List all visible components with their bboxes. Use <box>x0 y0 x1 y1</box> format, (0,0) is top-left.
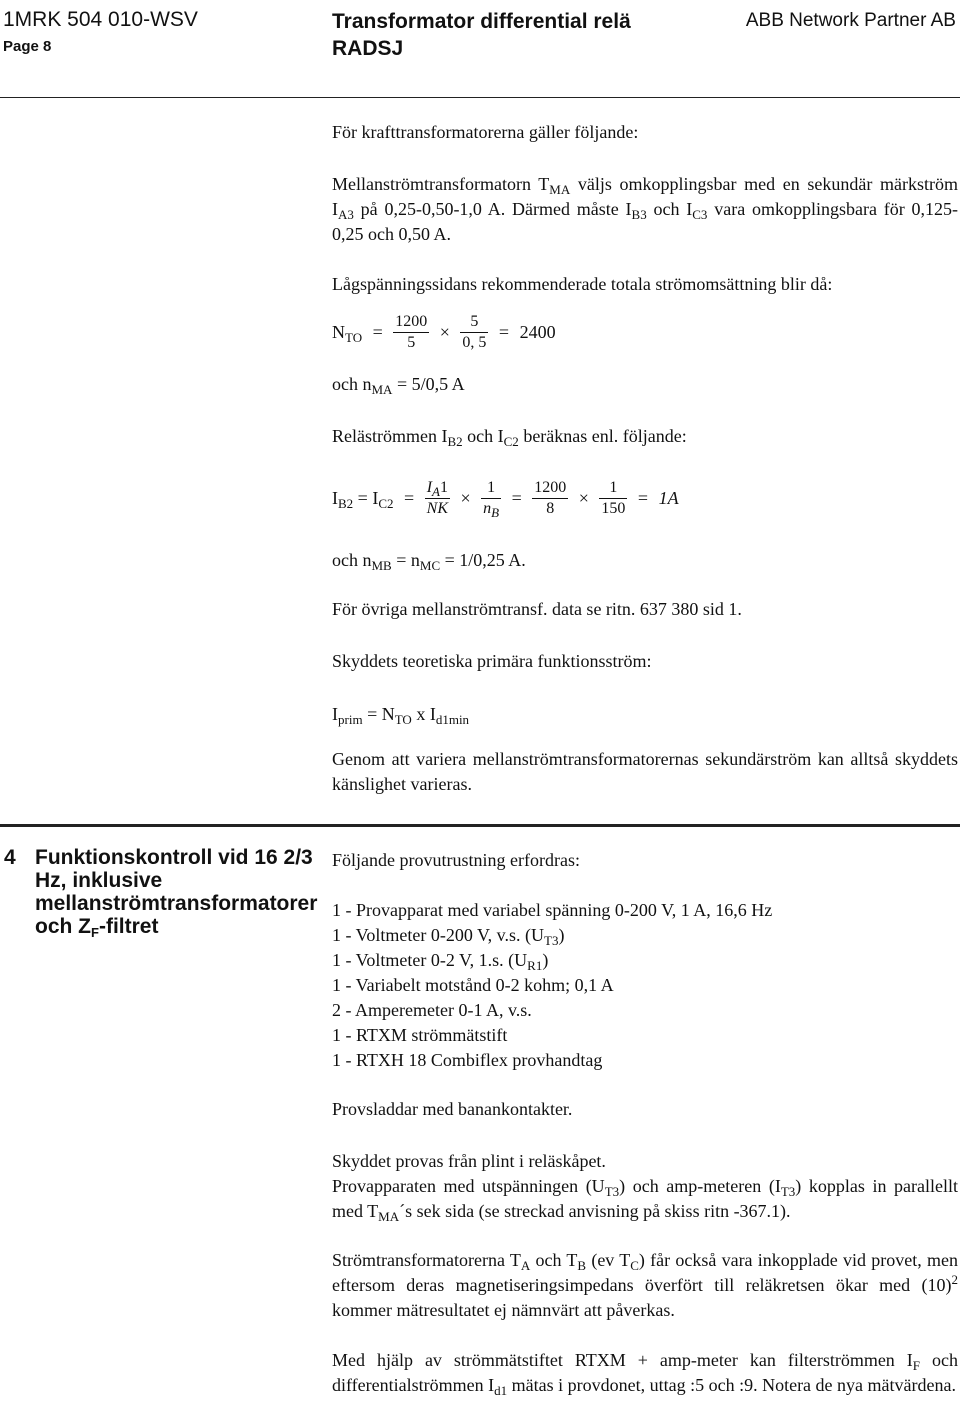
list-item: 1 - Voltmeter 0-2 V, 1.s. $(U_{R1})$ <box>332 950 549 973</box>
paragraph-genom: Genom att variera mellanströmtransformatorernas sekundärström kan alltså skyddets känslighet varieras. <box>332 749 958 794</box>
paragraph-ovriga: För övriga mellanströmtransf. data se ritn. 637 380 sid 1. <box>332 599 742 619</box>
list-item: 1 - Variabelt motstånd 0-2 kohm; 0,1 A <box>332 975 614 995</box>
list-item: 1 - Voltmeter 0-200 V, v.s. $(U_{T3})$ <box>332 925 565 948</box>
paragraph-n-ma: och $n_{MA} = 5/0,5$ A <box>332 374 465 397</box>
paragraph-lagspanning: Lågspänningssidans rekommenderade totala strömomsättning blir då: <box>332 274 833 294</box>
title-line-2: RADSJ <box>332 37 404 60</box>
document-title <box>332 8 631 62</box>
page-number: Page 8 <box>3 38 52 55</box>
list-item: 2 - Amperemeter 0-1 A, v.s. <box>332 1000 532 1020</box>
list-item: 1 - RTXM strömmätstift <box>332 1025 508 1045</box>
paragraph-intro: För krafttransformatorerna gäller följande: <box>332 122 639 142</box>
paragraph-provsladdar: Provsladdar med banankontakter. <box>332 1099 573 1119</box>
paragraph-provapparaten: Provapparaten med utspänningen $(U_{T3})$ och amp-meteren $(I_{T3})$ kopplas in parallellt med $T_{MA}´s$ sek sida (se streckad anvisning på skiss ritn -367.1). <box>332 1176 958 1224</box>
paragraph-n-mb: och $n_{MB} = n_{MC} = 1/0,25$ A. <box>332 550 526 573</box>
header-rule <box>0 97 960 98</box>
title-line-1: Transformator differential relä <box>332 10 631 33</box>
company-name: ABB Network Partner AB <box>745 10 956 31</box>
list-item: 1 - RTXH 18 Combiflex provhandtag <box>332 1050 603 1070</box>
equation-n-to: $N_{TO}$ = $\frac{1200}{5}$ × $\frac{5}{0, 5}$ = 2400 <box>332 313 556 351</box>
paragraph-relastrommen: Reläströmmen $I_{B2}$ och $I_{C2}$ beräknas enl. följande: <box>332 426 687 449</box>
paragraph-skyddet-provas: Skyddet provas från plint i reläskåpet. <box>332 1151 606 1171</box>
paragraph-mellanstrom: Mellanströmtransformatorn $T_{MA}$ väljs omkopplingsbar med en sekundär märkström $I_{A3}$ på 0,25-0,50-1,0 A. Därmed måste $I_{B3}$ och $I_{C3}$ vara omkopplingsbara för 0,125-0,25 och 0,50 A. <box>332 174 959 244</box>
equation-i-b2: $I_{B2} = I_{C2}$ = $\frac{I_A1}{NK}$ × $\frac{1}{n_B}$ = $\frac{1200}{8}$ × $\frac{1}{150}$ = 1A <box>332 479 679 520</box>
list-item: 1 - Provapparat med variabel spänning 0-200 V, 1 A, 16,6 Hz <box>332 900 773 920</box>
paragraph-stromtransformatorerna: Strömtransformatorerna $T_A$ och $T_B$ (ev $T_C$) får också vara inkopplade vid provet, men eftersom deras magnetiseringsimpedans överfört till reläkretsen ökar med $(10)^2$ kommer mätresultatet ej nämnvärt att påverkas. <box>332 1250 958 1320</box>
section-title: Funktionskontroll vid 16 2/3 Hz, inklusive mellanströmtransformatorer och $Z_F$-filtret <box>35 846 318 940</box>
section-rule <box>0 824 960 827</box>
paragraph-med-hjalp: Med hjälp av strömmätstiftet RTXM + amp-meter kan filterströmmen $I_F$ och differentialströmmen $I_{d1}$ mätas i provdonet, uttag :5 och :9. Notera de nya mätvärdena. <box>332 1350 958 1398</box>
document-code: 1MRK 504 010-WSV <box>3 8 198 31</box>
paragraph-skyddets: Skyddets teoretiska primära funktionsström: <box>332 651 652 671</box>
paragraph-foljande: Följande provutrustning erfordras: <box>332 850 580 870</box>
equipment-list <box>332 898 958 1073</box>
section-number: 4 <box>4 846 16 869</box>
paragraph-i-prim: $I_{prim} = N_{TO}$ x $I_{d1min}$ <box>332 704 470 727</box>
